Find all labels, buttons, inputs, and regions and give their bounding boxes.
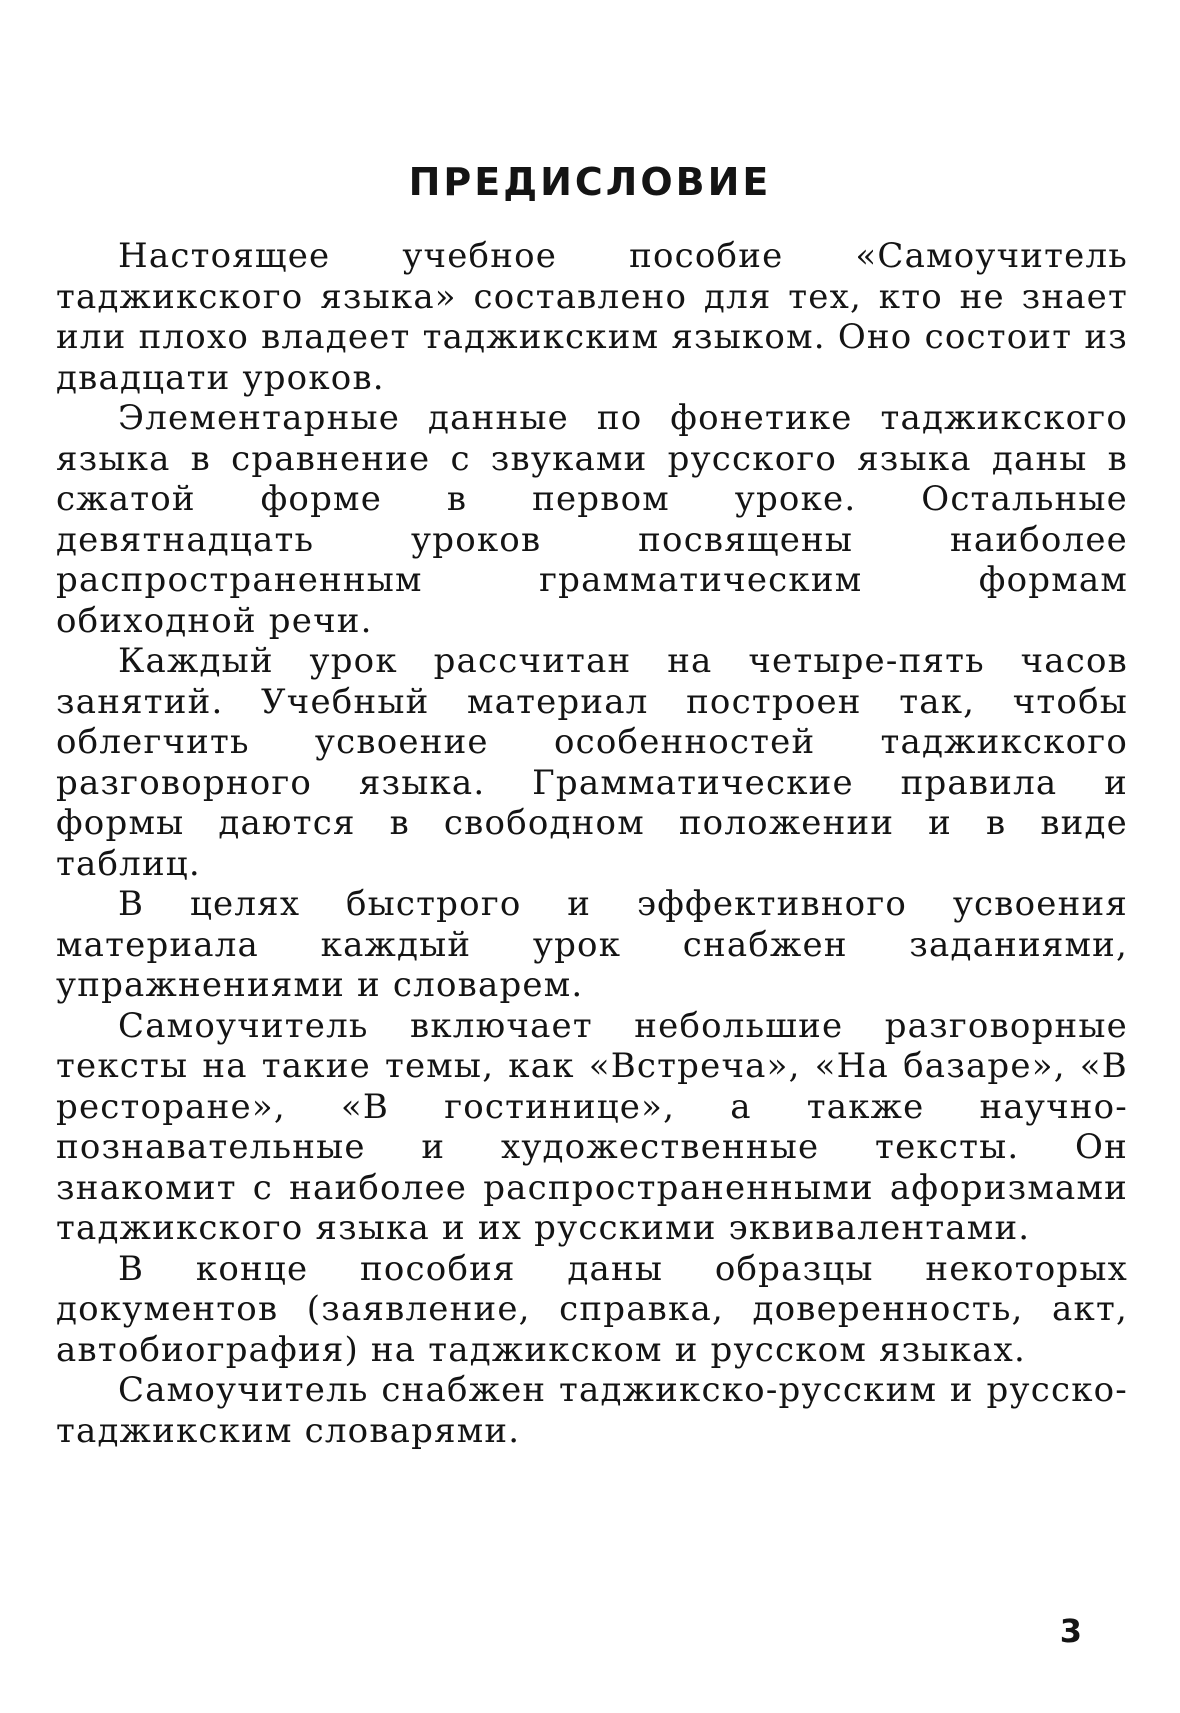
page-number: 3 [1059,1612,1082,1650]
paragraph: Настоящее учебное пособие «Самоучитель таджикского языка» составлено для тех, кто не знает или плохо владеет таджикским языком. Оно состоит из двадцати уроков. [56,236,1128,398]
paragraph: Элементарные данные по фонетике таджикского языка в сравнение с звуками русского языка даны в сжатой форме в первом уроке. Остальные девятнадцать уроков посвящены наиболее распространенным грамматическим формам обиходной речи. [56,398,1128,641]
paragraph: В целях быстрого и эффективного усвоения материала каждый урок снабжен заданиями, упражнениями и словарем. [56,884,1128,1005]
preface-text [56,236,1128,1451]
paragraph: Самоучитель включает небольшие разговорные тексты на такие темы, как «Встреча», «На базаре», «В ресторане», «В гостинице», а также научно-познавательные и художественные тексты. Он знакомит с наиболее распространенными афоризмами таджикского языка и их русскими эквивалентами. [56,1005,1128,1248]
paragraph: В конце пособия даны образцы некоторых документов (заявление, справка, доверенность, акт, автобиография) на таджикском и русском языках. [56,1248,1128,1370]
paragraph: Каждый урок рассчитан на четыре-пять часов занятий. Учебный материал построен так, чтобы облегчить усвоение особенностей таджикского разговорного языка. Грамматические правила и формы даются в свободном положении и в виде таблиц. [56,641,1128,884]
paragraph: Самоучитель снабжен таджикско-русским и русско-таджикским словарями. [56,1370,1128,1451]
page-heading: ПРЕДИСЛОВИЕ [408,160,772,204]
